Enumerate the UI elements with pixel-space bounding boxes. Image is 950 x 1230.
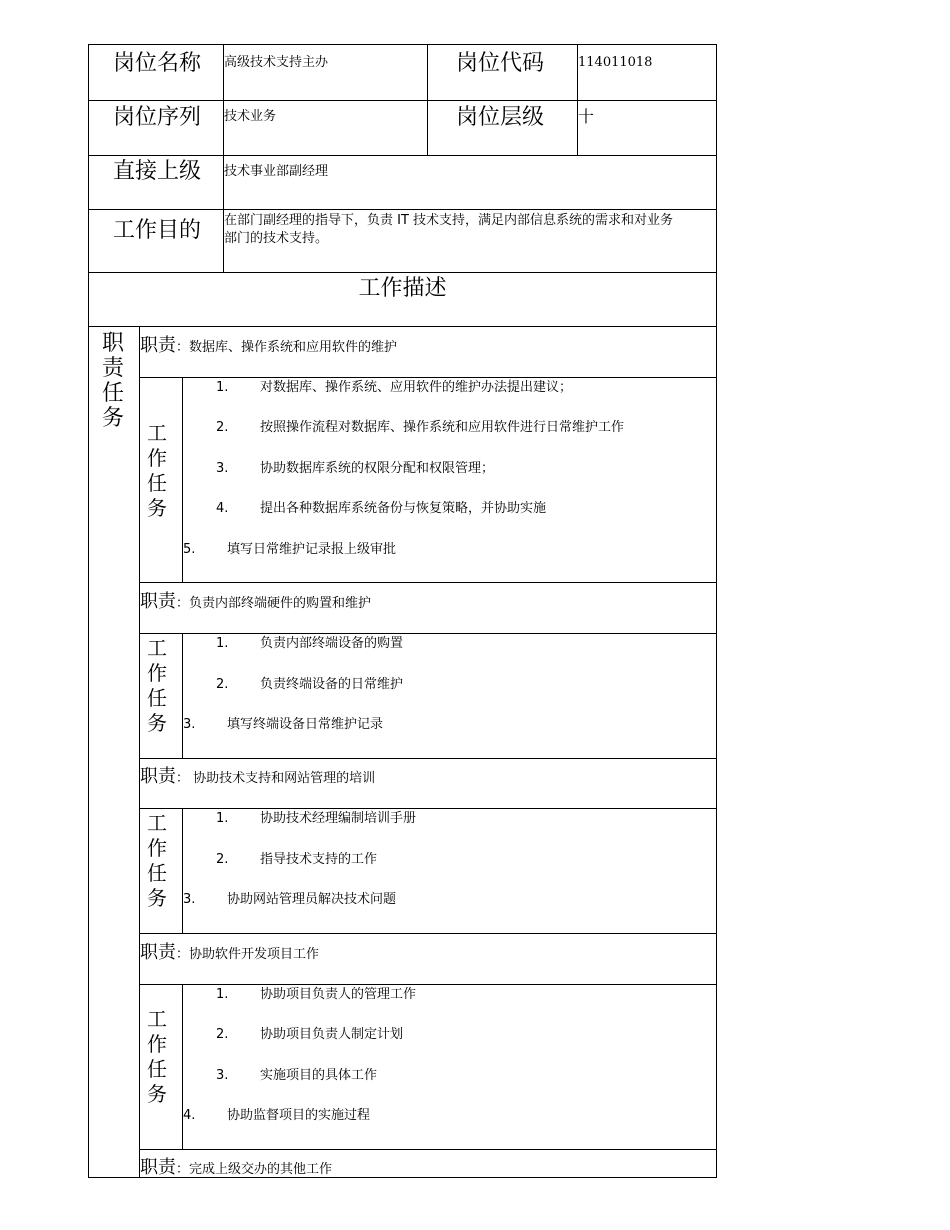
task-item: 3. 实施项目的具体工作 (216, 1068, 378, 1083)
position-name-label: 岗位名称 (113, 51, 202, 76)
duty-label: 职责 (140, 766, 176, 787)
task-item: 2. 按照操作流程对数据库、操作系统和应用软件进行日常维护工作 (216, 420, 625, 435)
duty-text: ： 协助技术支持和网站管理的培训 (176, 771, 376, 786)
goal-line-2: 部门的技术支持。 (224, 231, 329, 246)
duty-row-4 (140, 938, 319, 964)
duty-text: ：数据库、操作系统和应用软件的维护 (176, 340, 398, 355)
position-code-label: 岗位代码 (456, 51, 545, 76)
duty-row-5 (140, 1153, 332, 1179)
duty-text: ：完成上级交办的其他工作 (176, 1162, 333, 1177)
goal-label: 工作目的 (113, 218, 202, 243)
duty-text: ：负责内部终端硬件的购置和维护 (176, 596, 372, 611)
section-title: 工作描述 (358, 276, 447, 301)
level-value: 十 (578, 107, 595, 126)
task-item: 2. 协助项目负责人制定计划 (216, 1027, 404, 1042)
task-item: 3. 协助网站管理员解决技术问题 (183, 892, 397, 907)
task-label-4: 工 作 任 务 (147, 1007, 167, 1106)
duty-row-3 (140, 762, 375, 788)
duty-label: 职责 (140, 942, 176, 963)
task-item: 4. 提出各种数据库系统备份与恢复策略，并协助实施 (216, 501, 547, 516)
task-item: 1. 负责内部终端设备的购置 (216, 636, 404, 651)
task-label-1: 工 作 任 务 (147, 421, 167, 520)
goal-line-1: 在部门副经理的指导下，负责 IT 技术支持，满足内部信息系统的需求和对业务 (224, 213, 674, 228)
side-label: 职 责 任 务 (101, 331, 124, 431)
level-label: 岗位层级 (456, 105, 545, 130)
task-item: 1. 对数据库、操作系统、应用软件的维护办法提出建议； (216, 380, 573, 395)
duty-text: ：协助软件开发项目工作 (176, 947, 320, 962)
task-item: 3. 协助数据库系统的权限分配和权限管理； (216, 461, 495, 476)
position-name-value: 高级技术支持主办 (224, 55, 329, 70)
task-item: 1. 协助技术经理编制培训手册 (216, 811, 417, 826)
task-item: 1. 协助项目负责人的管理工作 (216, 987, 417, 1002)
duty-label: 职责 (140, 591, 176, 612)
task-item: 2. 负责终端设备的日常维护 (216, 677, 404, 692)
duty-label: 职责 (140, 335, 176, 356)
supervisor-value: 技术事业部副经理 (224, 164, 329, 179)
duty-label: 职责 (140, 1157, 176, 1178)
task-item: 5. 填写日常维护记录报上级审批 (183, 542, 397, 557)
supervisor-label: 直接上级 (113, 159, 202, 184)
task-item: 4. 协助监督项目的实施过程 (183, 1108, 371, 1123)
duty-row-2 (140, 587, 371, 613)
task-item: 2. 指导技术支持的工作 (216, 852, 378, 867)
sequence-value: 技术业务 (224, 109, 277, 124)
task-item: 3. 填写终端设备日常维护记录 (183, 717, 384, 732)
task-label-3: 工 作 任 务 (147, 811, 167, 910)
duty-row-1 (140, 331, 397, 357)
position-code-value: 114011018 (578, 55, 653, 70)
sequence-label: 岗位序列 (113, 105, 202, 130)
task-label-2: 工 作 任 务 (147, 636, 167, 735)
